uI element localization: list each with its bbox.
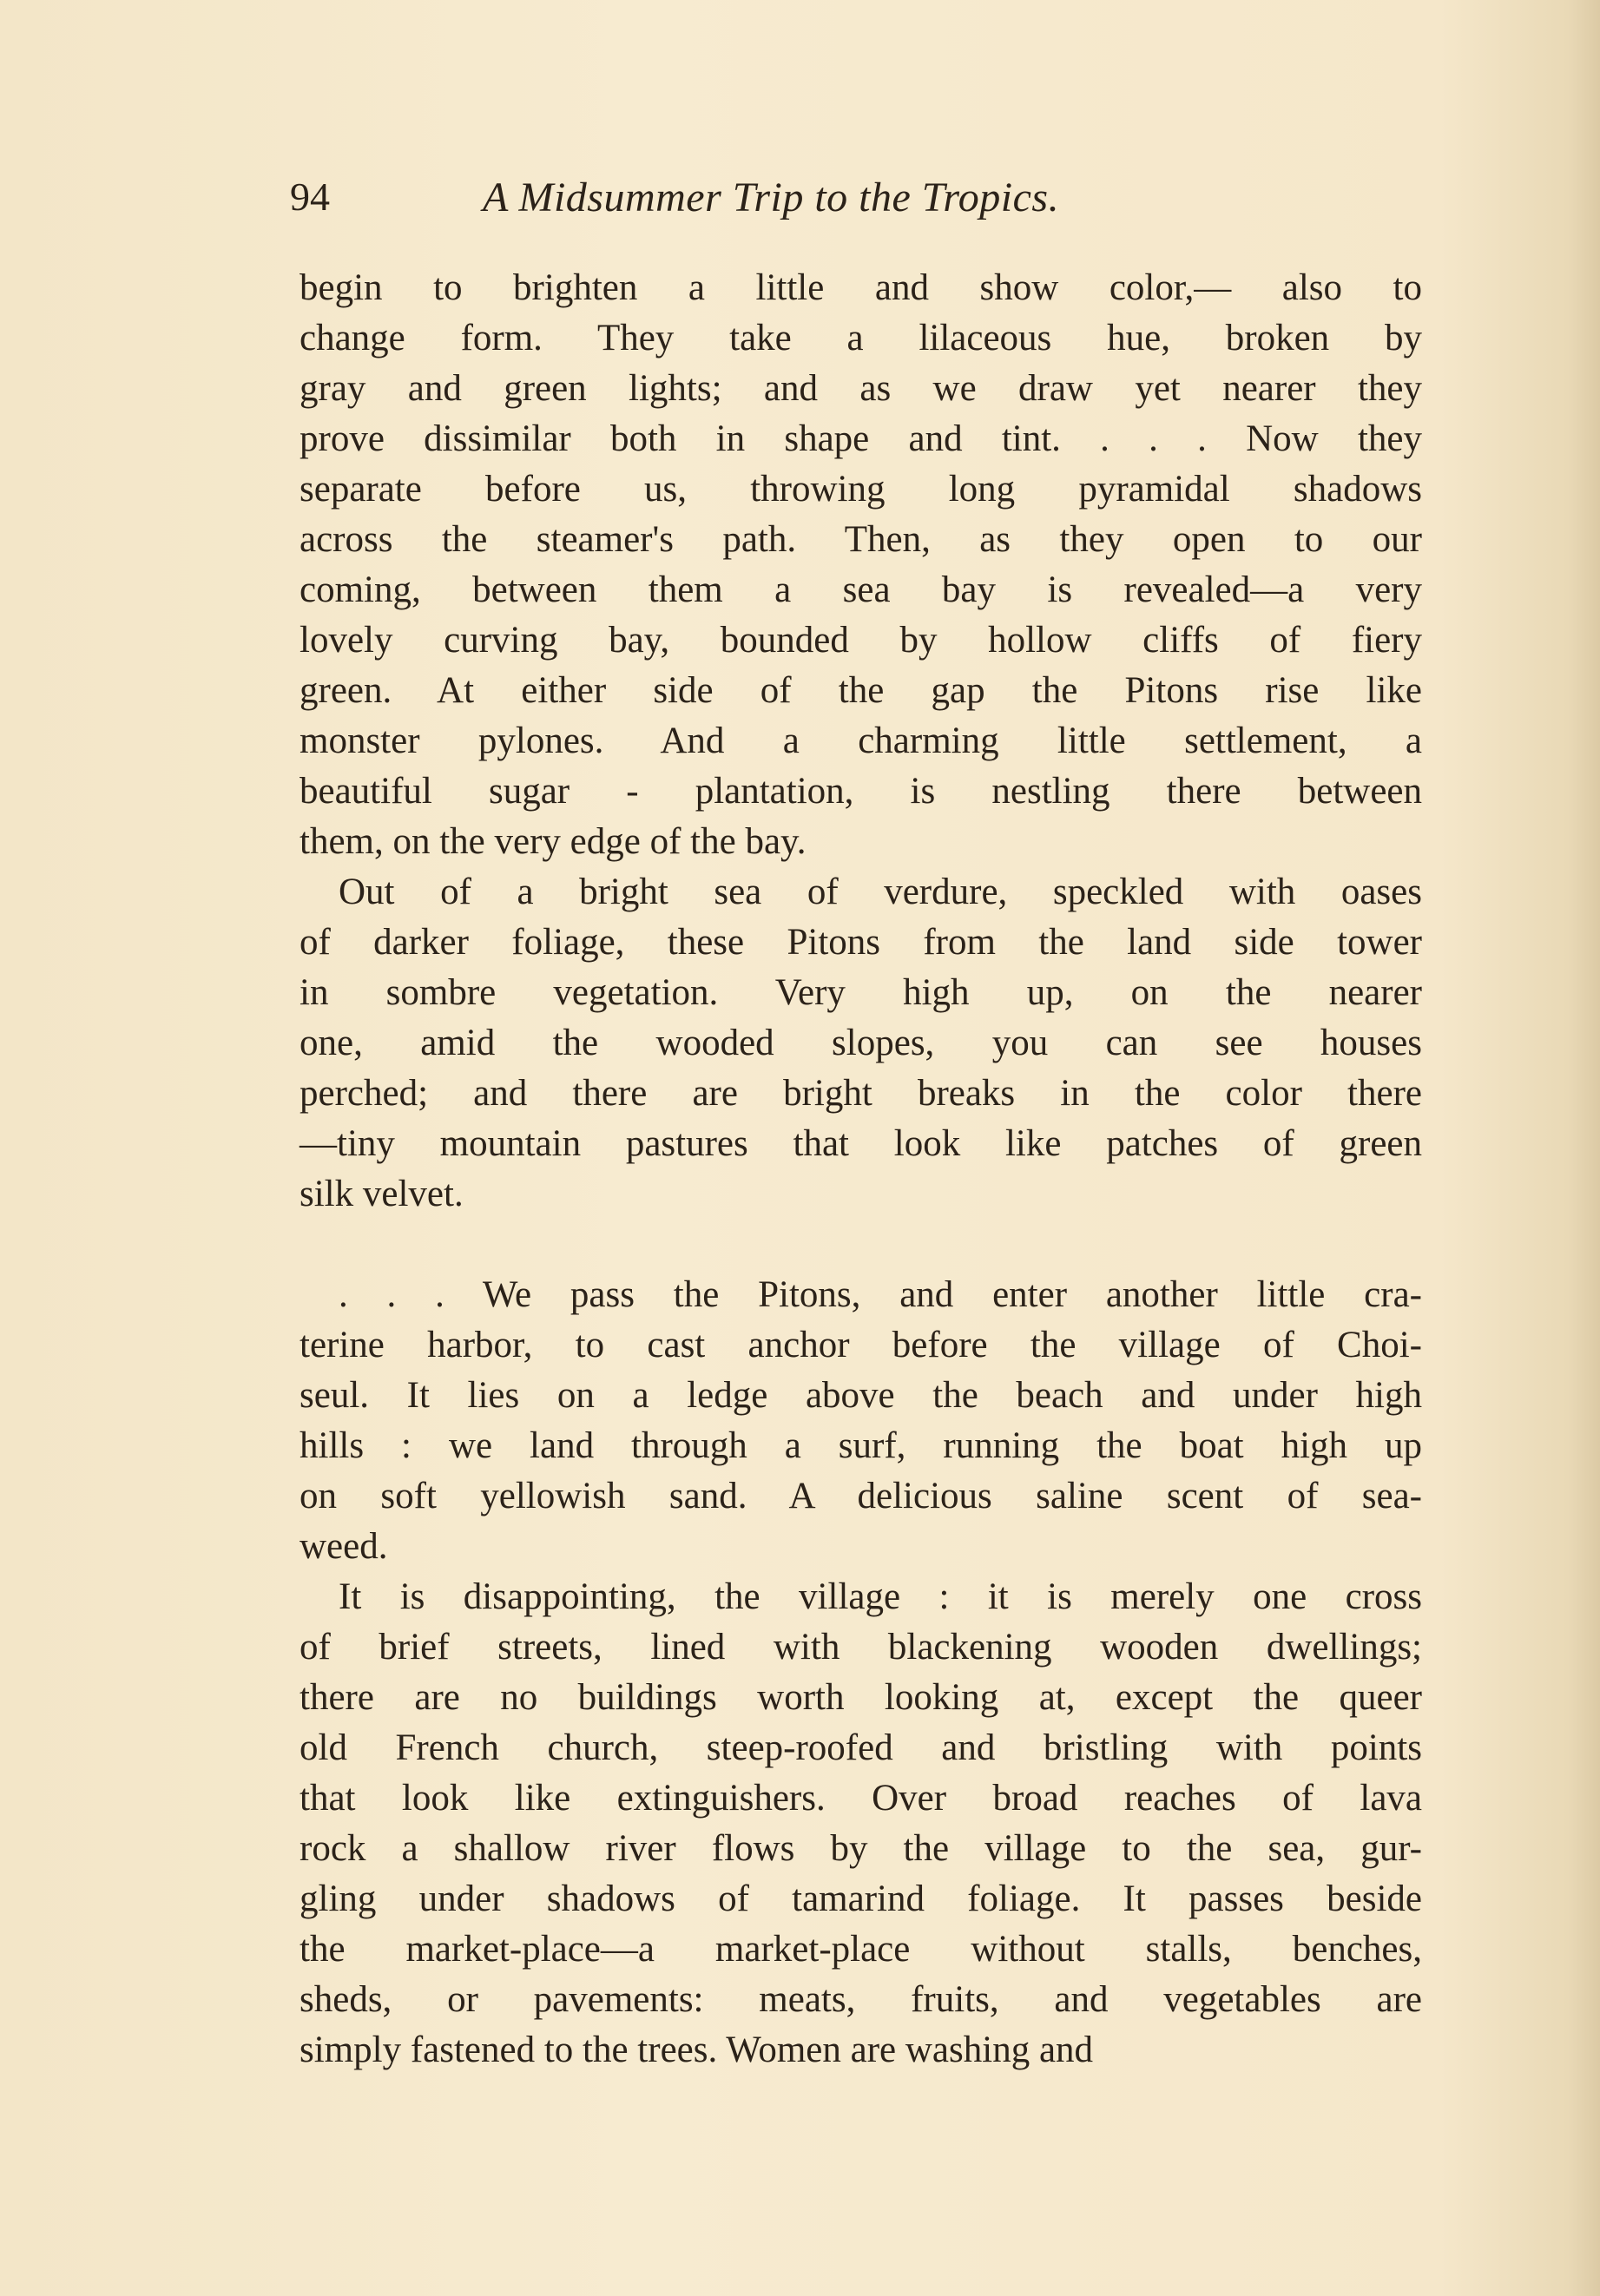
text-line: the market-place—a market-place without stalls, benches,	[300, 1929, 1422, 1970]
text-line: terine harbor, to cast anchor before the village of Choi-	[300, 1325, 1422, 1365]
text-line: hills : we land through a surf, running the boat high up	[300, 1425, 1422, 1466]
running-header	[290, 174, 1419, 234]
paragraph	[300, 263, 1422, 867]
text-line: begin to brighten a little and show color,— also to	[300, 267, 1422, 308]
page-number: 94	[290, 174, 330, 219]
text-line: simply fastened to the trees. Women are washing and	[300, 2030, 1094, 2070]
text-line: . . . We pass the Pitons, and enter another little cra-	[339, 1274, 1422, 1315]
text-line: weed.	[300, 1526, 388, 1567]
text-line: beautiful sugar - plantation, is nestling there between	[300, 771, 1422, 812]
text-line: on soft yellowish sand. A delicious saline scent of sea-	[300, 1476, 1422, 1516]
text-line: in sombre vegetation. Very high up, on the nearer	[300, 972, 1422, 1013]
paragraph	[300, 1270, 1422, 1572]
text-line: separate before us, throwing long pyramidal shadows	[300, 469, 1422, 510]
paragraph	[300, 1572, 1422, 2076]
text-line: old French church, steep-roofed and bristling with points	[300, 1727, 1422, 1768]
paragraph	[300, 867, 1422, 1220]
text-line: green. At either side of the gap the Pitons rise like	[300, 670, 1422, 711]
text-line: one, amid the wooded slopes, you can see houses	[300, 1023, 1422, 1063]
text-line: perched; and there are bright breaks in the color there	[300, 1073, 1422, 1114]
text-line: gling under shadows of tamarind foliage. It passes beside	[300, 1878, 1422, 1919]
text-line: lovely curving bay, bounded by hollow cliffs of fiery	[300, 620, 1422, 661]
text-line: change form. They take a lilaceous hue, broken by	[300, 318, 1422, 359]
text-line: monster pylones. And a charming little settlement, a	[300, 720, 1422, 761]
text-line: Out of a bright sea of verdure, speckled with oases	[339, 872, 1422, 912]
text-line: coming, between them a sea bay is revealed—a very	[300, 569, 1422, 610]
text-line: of darker foliage, these Pitons from the land side tower	[300, 922, 1422, 963]
text-line: across the steamer's path. Then, as they open to our	[300, 519, 1422, 560]
text-line: seul. It lies on a ledge above the beach and under high	[300, 1375, 1422, 1416]
running-title: A Midsummer Trip to the Tropics.	[483, 174, 1060, 220]
page-body-text	[300, 263, 1422, 2076]
text-line: prove dissimilar both in shape and tint. . . . Now they	[300, 418, 1422, 459]
text-line: sheds, or pavements: meats, fruits, and vegetables are	[300, 1979, 1422, 2020]
section-break	[300, 1220, 1422, 1270]
text-line: silk velvet.	[300, 1174, 464, 1214]
text-line: It is disappointing, the village : it is merely one cross	[339, 1576, 1422, 1617]
text-line: them, on the very edge of the bay.	[300, 821, 807, 862]
text-line: of brief streets, lined with blackening wooden dwellings;	[300, 1627, 1422, 1668]
text-line: —tiny mountain pastures that look like patches of green	[300, 1123, 1422, 1164]
text-line: that look like extinguishers. Over broad reaches of lava	[300, 1778, 1422, 1819]
text-line: there are no buildings worth looking at, except the queer	[300, 1677, 1422, 1718]
text-line: gray and green lights; and as we draw yet nearer they	[300, 368, 1422, 409]
text-line: rock a shallow river flows by the village to the sea, gur-	[300, 1828, 1422, 1869]
